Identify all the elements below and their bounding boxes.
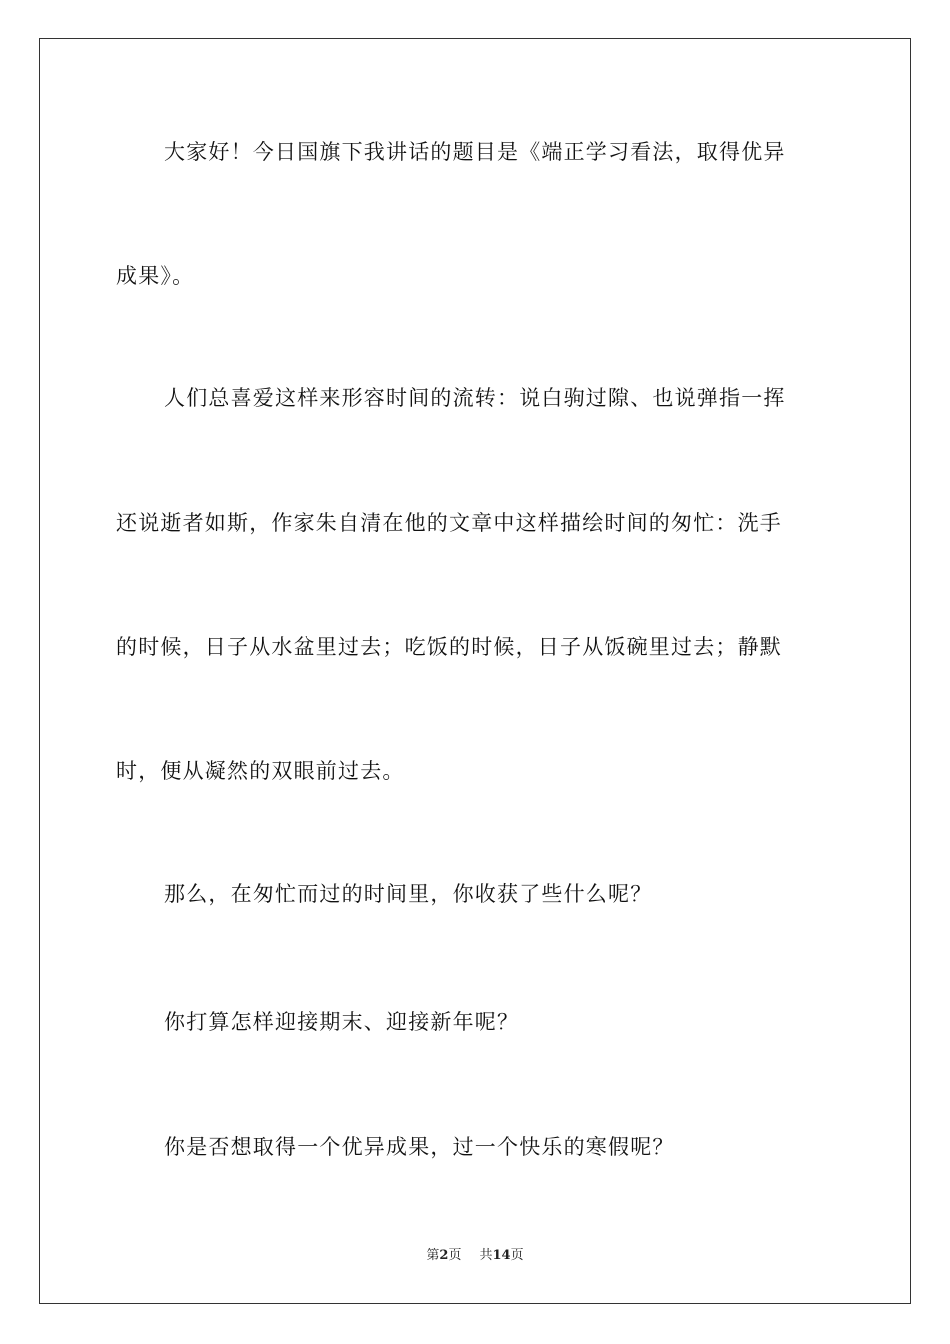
page-prefix: 第 <box>426 1248 440 1263</box>
paragraph-1-line-2: 成果》。 <box>116 264 195 288</box>
page-suffix: 页 <box>448 1248 462 1263</box>
paragraph-2-line-2: 还说逝者如斯，作家朱自清在他的文章中这样描绘时间的匆忙：洗手 <box>116 511 782 535</box>
paragraph-3-line-1: 那么，在匆忙而过的时间里，你收获了些什么呢？ <box>164 882 653 906</box>
page-border <box>39 38 911 1304</box>
total-prefix: 共 <box>479 1248 493 1263</box>
total-pages: 14 <box>492 1248 511 1263</box>
paragraph-2-line-4: 时，便从凝然的双眼前过去。 <box>116 759 405 783</box>
paragraph-1-line-1: 大家好！今日国旗下我讲话的题目是《端正学习看法，取得优异 <box>164 140 786 164</box>
total-suffix: 页 <box>510 1248 524 1263</box>
page-number: 2 <box>439 1248 449 1263</box>
paragraph-4-line-1: 你打算怎样迎接期末、迎接新年呢？ <box>164 1010 520 1034</box>
paragraph-2-line-3: 的时候，日子从水盆里过去；吃饭的时候，日子从饭碗里过去；静默 <box>116 635 782 659</box>
paragraph-2-line-1: 人们总喜爱这样来形容时间的流转：说白驹过隙、也说弹指一挥 <box>164 386 786 410</box>
paragraph-5-line-1: 你是否想取得一个优异成果，过一个快乐的寒假呢？ <box>164 1135 675 1159</box>
page-footer <box>0 1247 950 1265</box>
